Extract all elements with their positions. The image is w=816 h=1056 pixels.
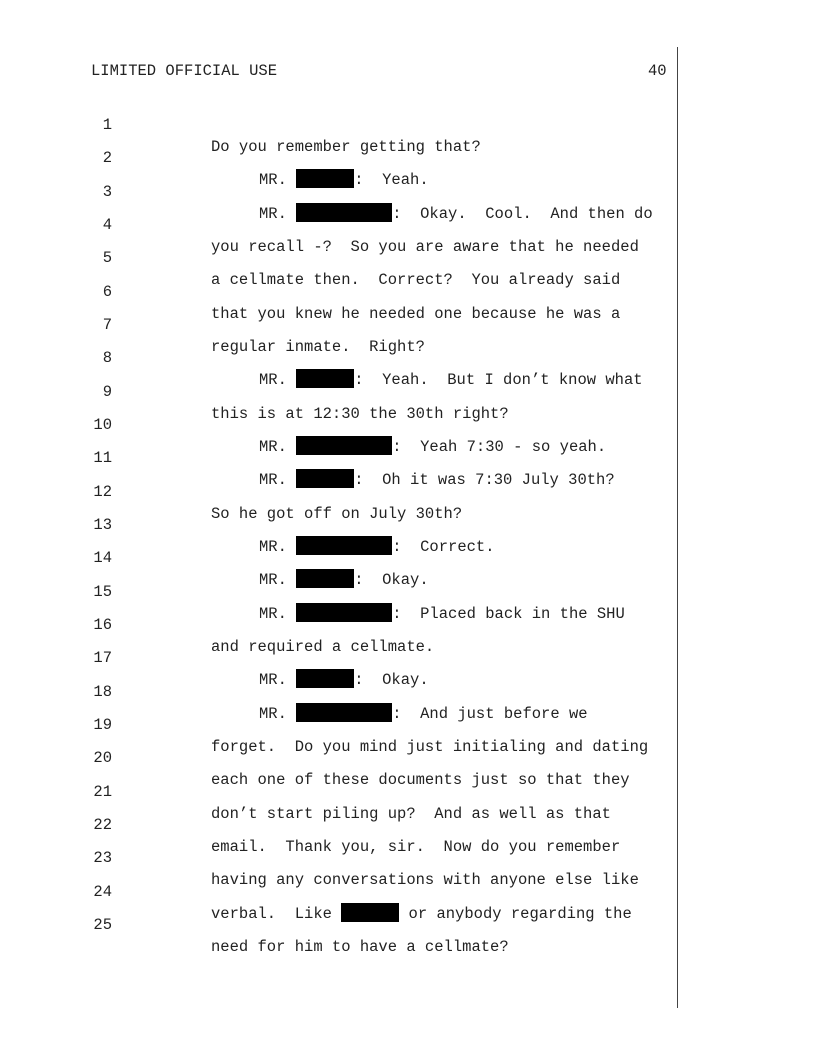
line-text: you recall -? So you are aware that he needed (211, 238, 639, 256)
line-number: 9 (102, 383, 112, 401)
line-number: 24 (93, 883, 112, 901)
line-number: 22 (93, 816, 112, 834)
transcript-line (0, 592, 676, 656)
line-text: regular inmate. Right? (211, 338, 425, 356)
speaker-text: : Yeah. (354, 171, 429, 189)
line-number: 16 (93, 616, 112, 634)
line-number: 13 (93, 516, 112, 534)
line-number: 11 (93, 449, 112, 467)
transcript-line (0, 625, 676, 689)
transcript-line (0, 325, 676, 389)
transcript-line (0, 859, 676, 923)
line-number: 15 (93, 583, 112, 601)
line-text: don’t start piling up? And as well as that (211, 805, 611, 823)
transcript-line (0, 192, 676, 256)
speaker-text: : Oh it was 7:30 July 30th? (354, 471, 615, 489)
line-number: 4 (102, 216, 112, 234)
transcript-line (0, 792, 676, 856)
line-number: 19 (93, 716, 112, 734)
line-text: each one of these documents just so that they (211, 771, 630, 789)
speaker-text: : Okay. (354, 571, 429, 589)
transcript-line (0, 459, 676, 523)
speaker-text: : Placed back in the SHU (392, 605, 625, 623)
transcript-line (0, 159, 676, 223)
line-text: a cellmate then. Correct? You already said (211, 271, 621, 289)
transcript-line (0, 259, 676, 323)
line-text: that you knew he needed one because he was a (211, 305, 621, 323)
speaker-text: : And just before we (392, 705, 588, 723)
line-number: 2 (102, 149, 112, 167)
speaker-prefix: MR. (259, 371, 287, 389)
line-number: 17 (93, 649, 112, 667)
speaker-prefix: MR. (259, 571, 287, 589)
speaker-text: : Okay. Cool. And then do (392, 205, 653, 223)
speaker-prefix: MR. (259, 605, 287, 623)
line-text: email. Thank you, sir. Now do you remember (211, 838, 621, 856)
transcript-line (0, 292, 676, 356)
speaker-prefix: MR. (259, 171, 287, 189)
transcript-line (0, 425, 676, 489)
page-number: 40 (648, 62, 667, 80)
speaker-prefix: MR. (259, 705, 287, 723)
line-number: 20 (93, 749, 112, 767)
line-number: 5 (102, 249, 112, 267)
transcript-line (0, 125, 676, 189)
line-number: 3 (102, 183, 112, 201)
line-number: 21 (93, 783, 112, 801)
line-text: forget. Do you mind just initialing and dating (211, 738, 649, 756)
speaker-text: : Yeah. But I don’t know what (354, 371, 643, 389)
transcript-line (0, 559, 676, 623)
transcript-line (0, 525, 676, 589)
line-number: 18 (93, 683, 112, 701)
speaker-prefix: MR. (259, 671, 287, 689)
transcript-line (0, 492, 676, 556)
line-number: 23 (93, 849, 112, 867)
speaker-text: : Yeah 7:30 - so yeah. (392, 438, 607, 456)
speaker-prefix: MR. (259, 205, 287, 223)
transcript-line (0, 825, 676, 889)
line-number: 10 (93, 416, 112, 434)
line-number: 1 (102, 116, 112, 134)
line-text: this is at 12:30 the 30th right? (211, 405, 509, 423)
speaker-prefix: MR. (259, 438, 287, 456)
speaker-text: : Okay. (354, 671, 429, 689)
line-number: 12 (93, 483, 112, 501)
transcript-line (0, 692, 676, 756)
transcript-line (0, 225, 676, 289)
right-margin-line (677, 47, 678, 1008)
page-header-classification: LIMITED OFFICIAL USE (91, 62, 278, 80)
line-text: Do you remember getting that? (211, 138, 481, 156)
transcript-line (0, 92, 676, 156)
speaker-text: : Correct. (392, 538, 495, 556)
line-text-end: or anybody regarding the (399, 905, 632, 923)
transcript-line (0, 759, 676, 823)
line-text-start: verbal. Like (211, 905, 332, 923)
line-number: 8 (102, 349, 112, 367)
line-number: 25 (93, 916, 112, 934)
speaker-prefix: MR. (259, 538, 287, 556)
line-number: 14 (93, 549, 112, 567)
line-text: need for him to have a cellmate? (211, 938, 509, 956)
transcript-line (0, 659, 676, 723)
line-text: and required a cellmate. (211, 638, 435, 656)
transcript-line (0, 725, 676, 789)
transcript-line (0, 392, 676, 456)
line-number: 6 (102, 283, 112, 301)
speaker-prefix: MR. (259, 471, 287, 489)
transcript-line (0, 892, 676, 956)
line-text: So he got off on July 30th? (211, 505, 463, 523)
line-number: 7 (102, 316, 112, 334)
line-text: having any conversations with anyone else like (211, 871, 639, 889)
transcript-line (0, 359, 676, 423)
